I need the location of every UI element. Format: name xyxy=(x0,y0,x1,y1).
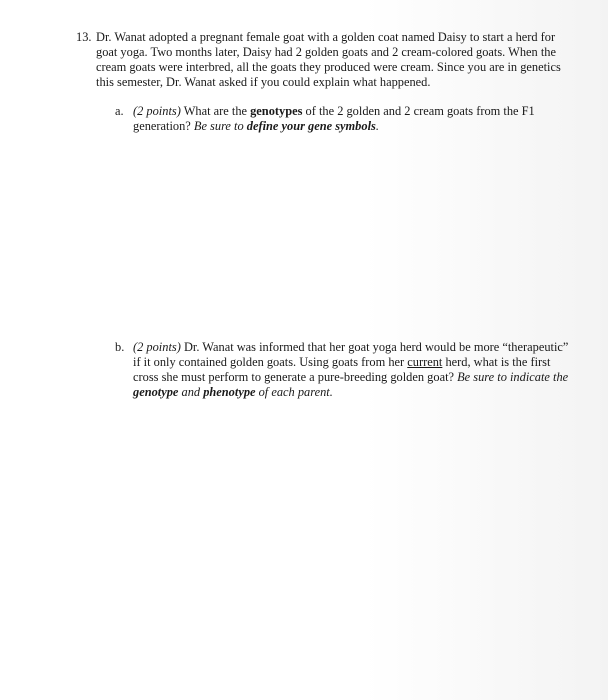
part-a-prompt xyxy=(133,104,555,134)
part-b-prompt xyxy=(133,340,570,400)
question-prompt: Dr. Wanat adopted a pregnant female goat with a golden coat named Daisy to start a herd for goat yoga. Two months later, Daisy had 2 golden goats and 2 cream-colored goats. When the cream goats were interbred, all the goats they produced were cream. Since you are in genetics this semester, Dr. Wanat asked if you could explain what happened. xyxy=(96,30,561,89)
part-a-gene-symbols-term: define your gene symbols xyxy=(246,119,376,133)
part-b-phenotype-term: phenotype xyxy=(203,385,256,399)
question-number: 13. xyxy=(76,30,92,44)
question-part-a xyxy=(115,104,555,134)
part-b-instruction: Be sure to indicate the xyxy=(457,370,569,384)
part-b-genotype-term: genotype xyxy=(133,385,179,399)
part-b-instruction-and: and xyxy=(178,385,204,399)
question-part-b xyxy=(115,340,570,400)
part-b-current-term: current xyxy=(407,355,443,369)
question-13 xyxy=(76,30,576,90)
part-a-instruction-end: . xyxy=(375,119,379,133)
part-b-instruction-end: of each parent. xyxy=(255,385,333,399)
part-a-text-2: of the 2 golden and 2 cream goats from the F1 generation? xyxy=(133,104,535,133)
part-a-points: (2 points) xyxy=(133,104,181,118)
part-a-letter: a. xyxy=(115,104,124,118)
part-b-text-1: Dr. Wanat was informed that her goat yoga herd would be more “therapeutic” if it only contained golden goats. Using goats from her xyxy=(133,340,569,369)
part-a-text-1: What are the xyxy=(180,104,251,118)
part-a-instruction: Be sure to xyxy=(193,119,247,133)
part-b-text-2: herd, what is the first cross she must perform to generate a pure-breeding golden goat? xyxy=(133,355,551,384)
part-b-letter: b. xyxy=(115,340,125,354)
part-b-points: (2 points) xyxy=(133,340,181,354)
part-a-genotypes-term: genotypes xyxy=(250,104,303,118)
